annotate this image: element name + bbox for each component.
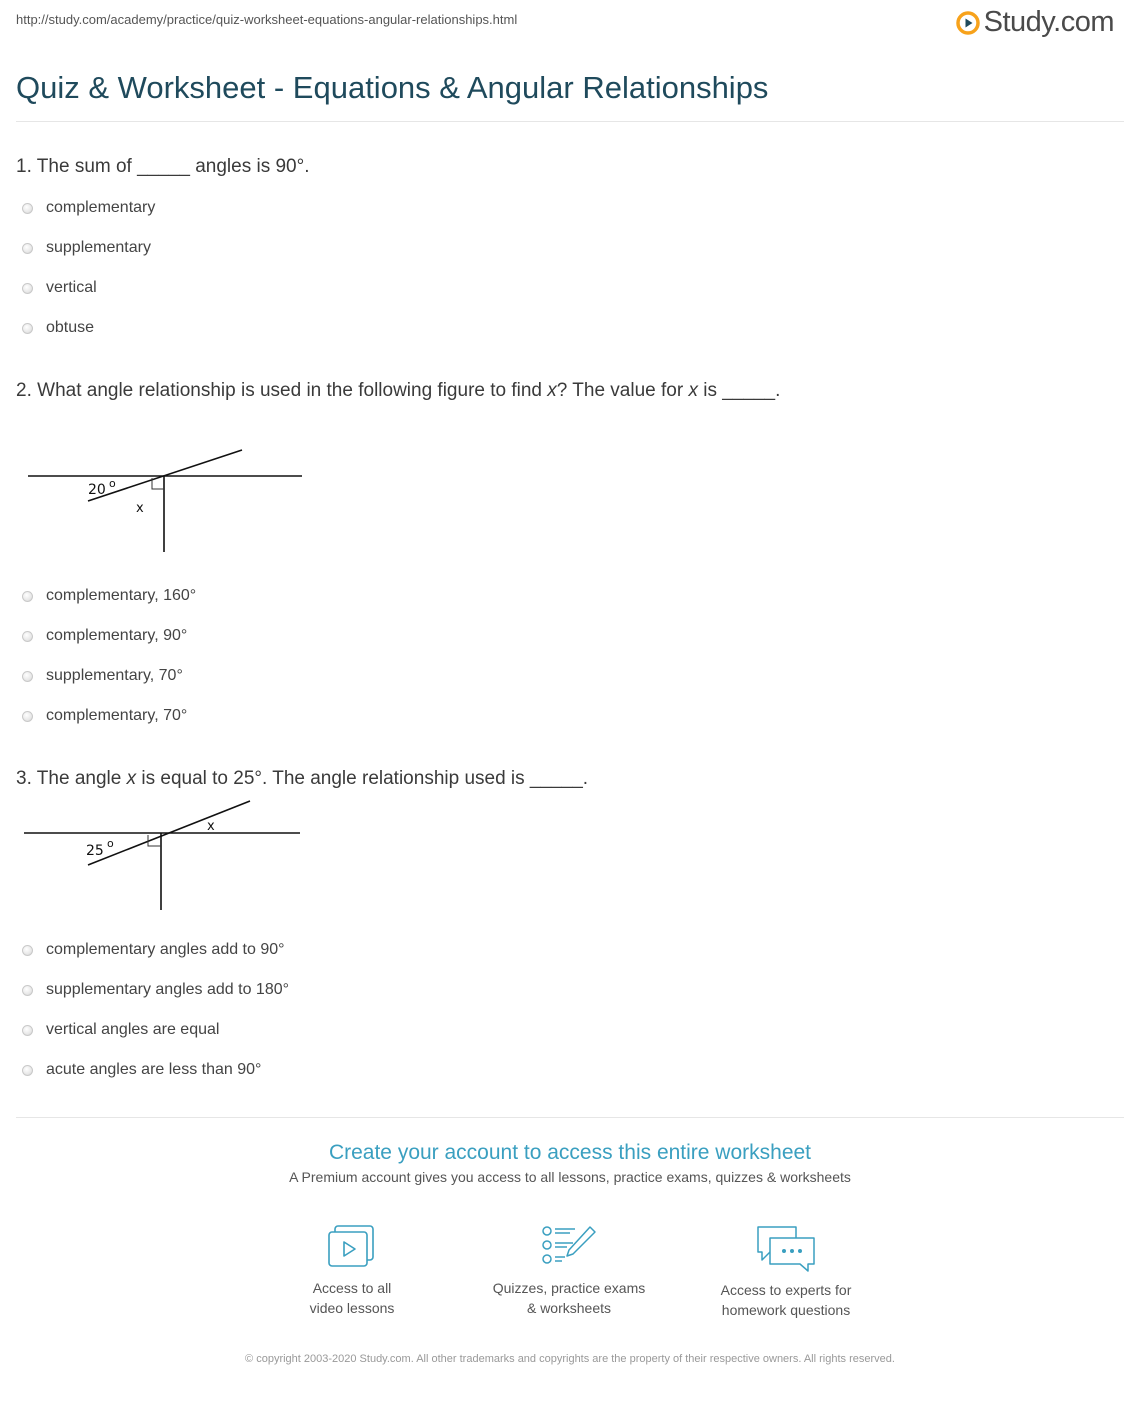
signup-cta — [0, 1141, 1140, 1185]
degree-mark: o — [107, 837, 114, 850]
angle-label: 25 — [86, 843, 104, 859]
feature-label: Access to experts for — [720, 1282, 852, 1298]
variable-label: x — [207, 819, 215, 834]
feature-label: Quizzes, practice exams — [492, 1280, 646, 1296]
video-lessons-icon — [326, 1224, 378, 1270]
answer-option[interactable] — [22, 188, 155, 228]
angle-figure-2 — [18, 800, 308, 915]
feature-label: homework questions — [721, 1302, 851, 1318]
answer-option[interactable] — [22, 268, 155, 308]
radio-button[interactable] — [22, 243, 33, 254]
feature-label: video lessons — [309, 1300, 395, 1316]
study-logo[interactable] — [956, 6, 1114, 39]
option-label: obtuse — [46, 319, 95, 336]
feature-video-lessons — [242, 1224, 462, 1318]
option-label: complementary, 70° — [46, 707, 188, 724]
variable-x: x — [688, 380, 698, 401]
angle-label: 20 — [88, 482, 106, 498]
question-text: What angle relationship is used in the following figure to find — [37, 380, 542, 401]
question-2 — [16, 380, 780, 402]
radio-button[interactable] — [22, 631, 33, 642]
option-label: vertical angles are equal — [46, 1021, 220, 1038]
copyright-notice: © copyright 2003-2020 Study.com. All other trademarks and copyrights are the property of their respective owners. All rights reserved. — [245, 1353, 895, 1365]
variable-x: x — [547, 380, 557, 401]
question-number: 3. — [16, 768, 32, 789]
question-number: 2. — [16, 380, 32, 401]
radio-button[interactable] — [22, 1025, 33, 1036]
question-3 — [16, 768, 588, 790]
answer-option[interactable] — [22, 228, 155, 268]
answer-option[interactable] — [22, 616, 196, 656]
answer-option[interactable] — [22, 930, 289, 970]
question-3-options — [22, 930, 289, 1090]
question-1 — [16, 156, 310, 178]
radio-button[interactable] — [22, 203, 33, 214]
cta-title-link[interactable]: Create your account to access this entire worksheet — [328, 1141, 812, 1164]
radio-button[interactable] — [22, 945, 33, 956]
radio-button[interactable] — [22, 283, 33, 294]
divider — [16, 121, 1124, 122]
option-label: vertical — [46, 279, 97, 296]
chat-bubbles-icon — [754, 1224, 818, 1272]
radio-button[interactable] — [22, 591, 33, 602]
logo-text: Study.com — [983, 6, 1114, 38]
page-title: Quiz & Worksheet - Equations & Angular Relationships — [16, 70, 769, 105]
question-number: 1. — [16, 156, 32, 177]
feature-label: Access to all — [312, 1280, 392, 1296]
question-2-options — [22, 576, 196, 736]
question-text: The angle — [36, 768, 122, 789]
radio-button[interactable] — [22, 1065, 33, 1076]
play-logo-icon — [956, 11, 980, 35]
question-text: is equal to 25°. The angle relationship used is _____. — [141, 768, 589, 789]
cta-subtitle: A Premium account gives you access to all lessons, practice exams, quizzes & worksheets — [289, 1169, 851, 1185]
degree-mark: o — [109, 477, 116, 490]
answer-option[interactable] — [22, 970, 289, 1010]
answer-option[interactable] — [22, 576, 196, 616]
option-label: complementary, 90° — [46, 627, 188, 644]
question-text: ? The value for — [556, 380, 684, 401]
answer-option[interactable] — [22, 1010, 289, 1050]
feature-quizzes — [459, 1224, 679, 1318]
feature-label: & worksheets — [526, 1300, 612, 1316]
variable-x: x — [126, 768, 137, 789]
option-label: complementary angles add to 90° — [46, 941, 285, 958]
option-label: supplementary, 70° — [46, 667, 183, 684]
variable-label: x — [136, 501, 144, 516]
question-text: is _____. — [703, 380, 781, 401]
radio-button[interactable] — [22, 985, 33, 996]
option-label: complementary — [46, 199, 156, 216]
angle-figure-1 — [20, 440, 310, 560]
radio-button[interactable] — [22, 671, 33, 682]
page-url: http://study.com/academy/practice/quiz-worksheet-equations-angular-relationships.html — [16, 12, 518, 27]
answer-option[interactable] — [22, 308, 155, 348]
radio-button[interactable] — [22, 323, 33, 334]
feature-experts — [676, 1224, 896, 1320]
quiz-checklist-icon — [540, 1224, 598, 1270]
answer-option[interactable] — [22, 656, 196, 696]
question-text: The sum of _____ angles is 90°. — [36, 156, 310, 177]
option-label: complementary, 160° — [46, 587, 197, 604]
option-label: supplementary — [46, 239, 151, 256]
divider — [16, 1117, 1124, 1118]
option-label: acute angles are less than 90° — [46, 1061, 262, 1078]
question-1-options — [22, 188, 155, 348]
option-label: supplementary angles add to 180° — [46, 981, 290, 998]
answer-option[interactable] — [22, 696, 196, 736]
radio-button[interactable] — [22, 711, 33, 722]
answer-option[interactable] — [22, 1050, 289, 1090]
